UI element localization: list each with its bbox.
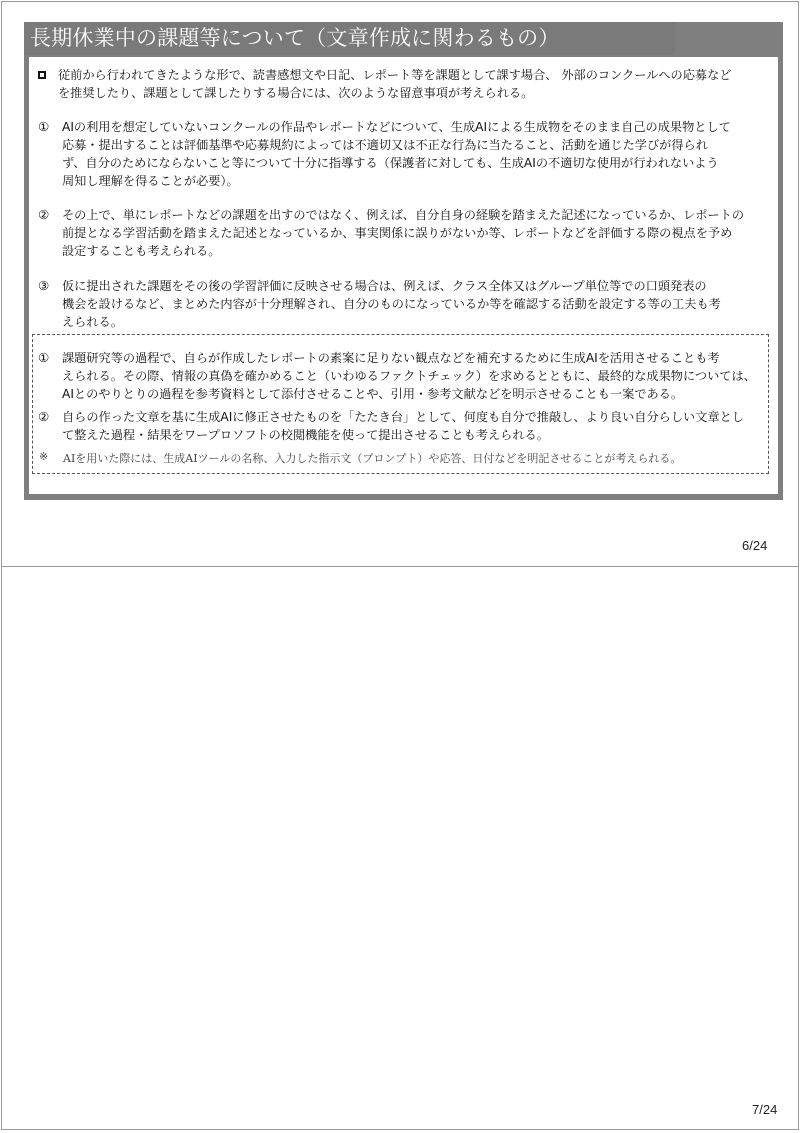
item-line: 機会を設けるなど、まとめた内容が十分理解され、自分のものになっているか等を確認する活動を設定する等の工夫も考 [62, 297, 721, 311]
box-item-line: て整えた過程・結果をワープロソフトの校閲機能を使って提出させることも考えられる。 [62, 428, 549, 442]
box-item-number: ② [38, 409, 50, 424]
item-line: 設定することも考えられる。 [62, 244, 221, 258]
item-line: 周知し理解を得ることが必要）。 [62, 174, 239, 188]
box-item-line: 課題研究等の過程で、自らが作成したレポートの素案に足りない観点などを補充するために生成AIを活用させることも考 [62, 351, 720, 365]
page-number: 6/24 [742, 538, 768, 553]
box-item-line: えられる。その際、情報の真偽を確かめること（いわゆるファクトチェック）を求めるとともに、最終的な成果物については、 [62, 369, 756, 383]
item-line: 仮に提出された課題をその後の学習評価に反映させる場合は、例えば、クラス全体又はグループ単位等での口頭発表の [62, 279, 707, 293]
footnote-mark: ※ [39, 450, 49, 463]
intro-line: 従前から行われてきたような形で、読書感想文や日記、レポート等を課題として課す場合、 外部のコンクールへの応募など [58, 68, 732, 82]
box-item-line: AIとのやりとりの過程を参考資料として添付させることや、引用・参考文献などを明示させることも一案である。 [62, 387, 684, 401]
item-line: 応募・提出することは評価基準や応募規約によっては不適切又は不正な行為に当たること、活動を通じた学びが得られ [62, 138, 708, 152]
box-item-line: 自らの作った文章を基に生成AIに修正させたものを「たたき台」として、何度も自分で推敲し、より良い自分らしい文章とし [62, 410, 744, 424]
item-number: ② [38, 207, 50, 222]
item-line: AIの利用を想定していないコンクールの作品やレポートなどについて、生成AIによる生成物をそのまま自己の成果物として [62, 120, 731, 134]
page-divider [1, 566, 799, 567]
item-number: ③ [38, 278, 50, 293]
item-number: ① [38, 119, 50, 134]
item-line: その上で、単にレポートなどの課題を出すのではなく、例えば、自分自身の経験を踏まえた記述になっているか、レポートの [62, 208, 745, 222]
item-line: 前提となる学習活動を踏まえた記述となっているか、事実関係に誤りがないか等、レポートなどを評価する際の視点を予め [62, 226, 733, 240]
item-line: えられる。 [62, 315, 123, 329]
item-line: ず、自分のためにならないこと等について十分に指導する（保護者に対しても、生成AIの不適切な使用が行われないよう [62, 156, 719, 170]
square-bullet-icon [38, 71, 46, 79]
slide-title: 長期休業中の課題等について（文章作成に関わるもの） [30, 26, 560, 50]
footnote-text: AIを用いた際には、生成AIツールの名称、入力した指示文（プロンプト）や応答、日付などを明記させることが考えられる。 [63, 452, 682, 465]
intro-line: を推奨したり、課題として課したりする場合には、次のような留意事項が考えられる。 [58, 86, 534, 100]
box-item-number: ① [38, 350, 50, 365]
page-number: 7/24 [752, 1102, 778, 1117]
